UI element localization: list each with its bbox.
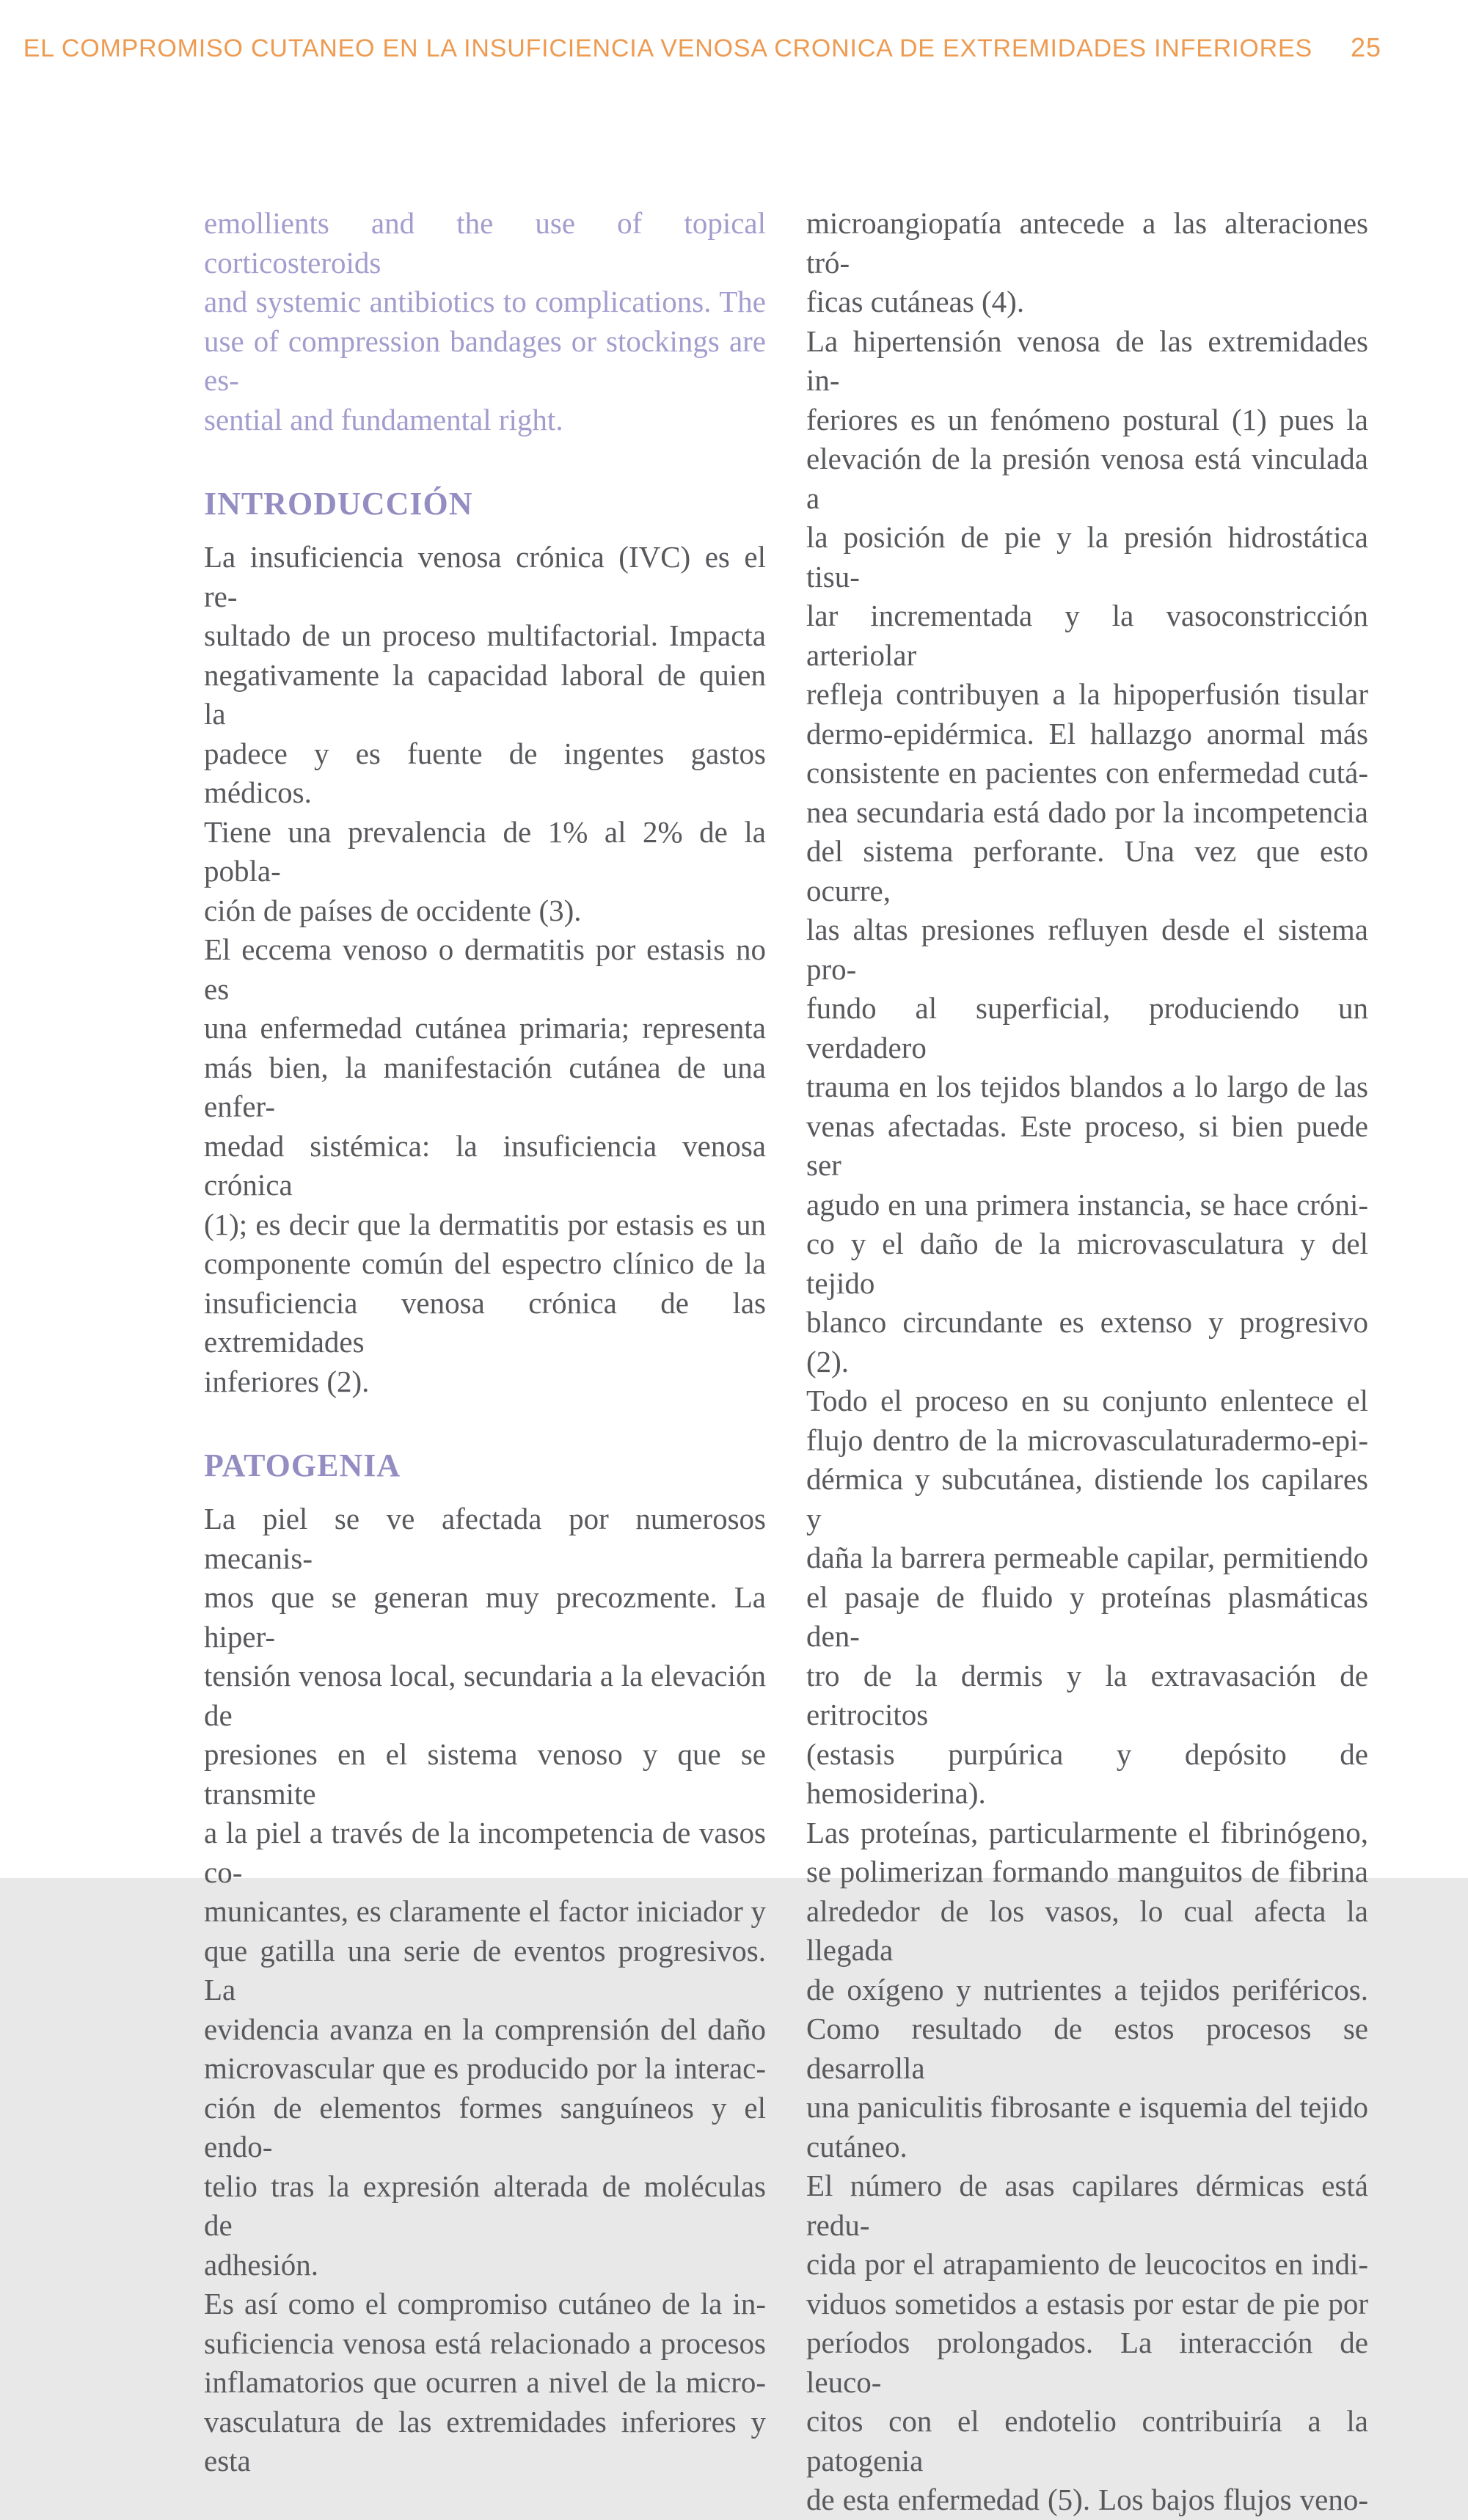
text-line: blanco circundante es extenso y progresivo (2).: [806, 1305, 1368, 1378]
text-line: el pasaje de fluido y proteínas plasmáticas den-: [806, 1579, 1368, 1653]
text-line: venas afectadas. Este proceso, si bien puede ser: [806, 1109, 1368, 1182]
body-paragraph: [806, 204, 1368, 322]
text-line: inflamatorios que ocurren a nivel de la micro-: [204, 2365, 766, 2399]
body-paragraph: [204, 2285, 766, 2481]
text-line: tensión venosa local, secundaria a la elevación de: [204, 1659, 766, 1732]
text-line: citos con el endotelio contribuiría a la patogenia: [806, 2404, 1368, 2477]
two-column-text-area: [204, 204, 1368, 2520]
text-line: vasculatura de las extremidades inferiores y esta: [204, 2404, 766, 2477]
text-line: Es así como el compromiso cutáneo de la in-: [204, 2287, 766, 2320]
text-line: suficiencia venosa está relacionado a procesos: [204, 2326, 766, 2360]
body-paragraph: [806, 1381, 1368, 2166]
text-line: una enfermedad cutánea primaria; representa: [204, 1011, 766, 1045]
text-line: agudo en una primera instancia, se hace cróni-: [806, 1187, 1368, 1221]
text-line: alrededor de los vasos, lo cual afecta la llegada: [806, 1893, 1368, 1967]
text-line: trauma en los tejidos blandos a lo largo de las: [806, 1070, 1368, 1103]
text-line: feriores es un fenómeno postural (1) pues la: [806, 402, 1368, 437]
body-paragraph: [204, 538, 766, 930]
text-line: ción de países de occidente (3).: [204, 893, 582, 927]
text-line: viduos sometidos a estasis por estar de pie por: [806, 2286, 1368, 2320]
text-line: (estasis purpúrica y depósito de hemosiderina).: [806, 1736, 1368, 1810]
text-line: insuficiencia venosa crónica de las extremidades: [204, 1285, 766, 1359]
text-line: and systemic antibiotics to complications. The: [204, 285, 766, 318]
text-line: mos que se generan muy precozmente. La hiper-: [204, 1580, 766, 1654]
text-line: nea secundaria está dado por la incompetencia: [806, 795, 1368, 829]
text-line: Tiene una prevalencia de 1% al 2% de la pobla-: [204, 814, 766, 888]
right-column: [806, 204, 1368, 2520]
text-line: tro de la dermis y la extravasación de eritrocitos: [806, 1658, 1368, 1731]
text-line: La piel se ve afectada por numerosos mecanis-: [204, 1502, 766, 1575]
text-line: El número de asas capilares dérmicas está redu-: [806, 2169, 1368, 2242]
text-line: microangiopatía antecede a las alteraciones tró-: [806, 206, 1368, 280]
text-line: de esta enfermedad (5). Los bajos flujos veno-: [806, 2483, 1368, 2516]
text-line: negativamente la capacidad laboral de quien la: [204, 657, 766, 731]
page-header: [23, 32, 1381, 63]
text-line: evidencia avanza en la comprensión del daño: [204, 2012, 766, 2046]
text-line: microvascular que es producido por la interac-: [204, 2051, 766, 2085]
text-line: municantes, es claramente el factor iniciador y: [204, 1894, 766, 1928]
text-line: (1); es decir que la dermatitis por estasis es un: [204, 1207, 766, 1241]
text-line: las altas presiones refluyen desde el sistema pro-: [806, 913, 1368, 986]
abstract-paragraph: [204, 204, 766, 439]
body-paragraph: [204, 1500, 766, 2285]
text-line: dérmica y subcutánea, distiende los capilares y: [806, 1462, 1368, 1535]
text-line: Como resultado de estos procesos se desarrolla: [806, 2012, 1368, 2085]
text-line: adhesión.: [204, 2247, 318, 2282]
text-line: elevación de la presión venosa está vinculada a: [806, 442, 1368, 515]
text-line: daña la barrera permeable capilar, permitiendo: [806, 1541, 1368, 1574]
text-line: El eccema venoso o dermatitis por estasis no es: [204, 932, 766, 1006]
text-line: Las proteínas, particularmente el fibrinógeno,: [806, 1815, 1368, 1849]
text-line: componente común del espectro clínico de la: [204, 1246, 766, 1280]
text-line: co y el daño de la microvasculatura y del tejido: [806, 1227, 1368, 1300]
text-line: del sistema perforante. Una vez que esto ocurre,: [806, 834, 1368, 907]
text-line: sultado de un proceso multifactorial. Impacta: [204, 618, 766, 652]
text-line: que gatilla una serie de eventos progresivos. La: [204, 1933, 766, 2006]
text-line: Todo el proceso en su conjunto enlentece el: [806, 1384, 1368, 1417]
body-paragraph: [806, 322, 1368, 1382]
text-line: más bien, la manifestación cutánea de una enfer-: [204, 1050, 766, 1123]
body-paragraph: [806, 2166, 1368, 2520]
text-line: consistente en pacientes con enfermedad cutá-: [806, 756, 1368, 789]
text-line: ción de elementos formes sanguíneos y el endo-: [204, 2090, 766, 2163]
text-line: telio tras la expresión alterada de moléculas de: [204, 2169, 766, 2242]
left-column: [204, 204, 766, 2520]
text-line: ficas cutáneas (4).: [806, 285, 1025, 318]
text-line: flujo dentro de la microvasculaturadermo-epi-: [806, 1422, 1368, 1457]
text-line: cutáneo.: [806, 2129, 908, 2163]
text-line: lar incrementada y la vasoconstricción arteriolar: [806, 599, 1368, 672]
section-heading: INTRODUCCIÓN: [204, 486, 473, 522]
text-line: refleja contribuyen a la hipoperfusión tisular: [806, 677, 1368, 711]
text-line: sential and fundamental right.: [204, 402, 563, 437]
page-number: 25: [1350, 32, 1381, 62]
text-line: emollients and the use of topical corticosteroids: [204, 206, 766, 280]
section-heading: PATOGENIA: [204, 1447, 401, 1483]
text-line: se polimerizan formando manguitos de fibrina: [806, 1855, 1368, 1888]
text-line: la posición de pie y la presión hidrostática tisu-: [806, 520, 1368, 594]
text-line: una paniculitis fibrosante e isquemia del tejido: [806, 2090, 1368, 2124]
text-line: La insuficiencia venosa crónica (IVC) es el re-: [204, 540, 766, 613]
text-line: presiones en el sistema venoso y que se transmite: [204, 1737, 766, 1811]
text-line: cida por el atrapamiento de leucocitos en indi-: [806, 2247, 1368, 2281]
text-line: períodos prolongados. La interacción de leuco-: [806, 2326, 1368, 2399]
body-paragraph: [204, 930, 766, 1401]
text-line: dermo-epidérmica. El hallazgo anormal más: [806, 716, 1368, 750]
text-line: a la piel a través de la incompetencia de vasos co-: [204, 1816, 766, 1889]
text-line: La hipertensión venosa de las extremidades in-: [806, 324, 1368, 397]
text-line: padece y es fuente de ingentes gastos médicos.: [204, 736, 766, 809]
text-line: fundo al superficial, produciendo un verdadero: [806, 991, 1368, 1064]
text-line: use of compression bandages or stockings are es-: [204, 324, 766, 397]
text-line: medad sistémica: la insuficiencia venosa crónica: [204, 1128, 766, 1202]
running-title: EL COMPROMISO CUTANEO EN LA INSUFICIENCIA VENOSA CRONICA DE EXTREMIDADES INFERIORES: [23, 34, 1312, 62]
text-line: de oxígeno y nutrientes a tejidos periféricos.: [806, 1972, 1368, 2006]
text-line: inferiores (2).: [204, 1364, 370, 1398]
